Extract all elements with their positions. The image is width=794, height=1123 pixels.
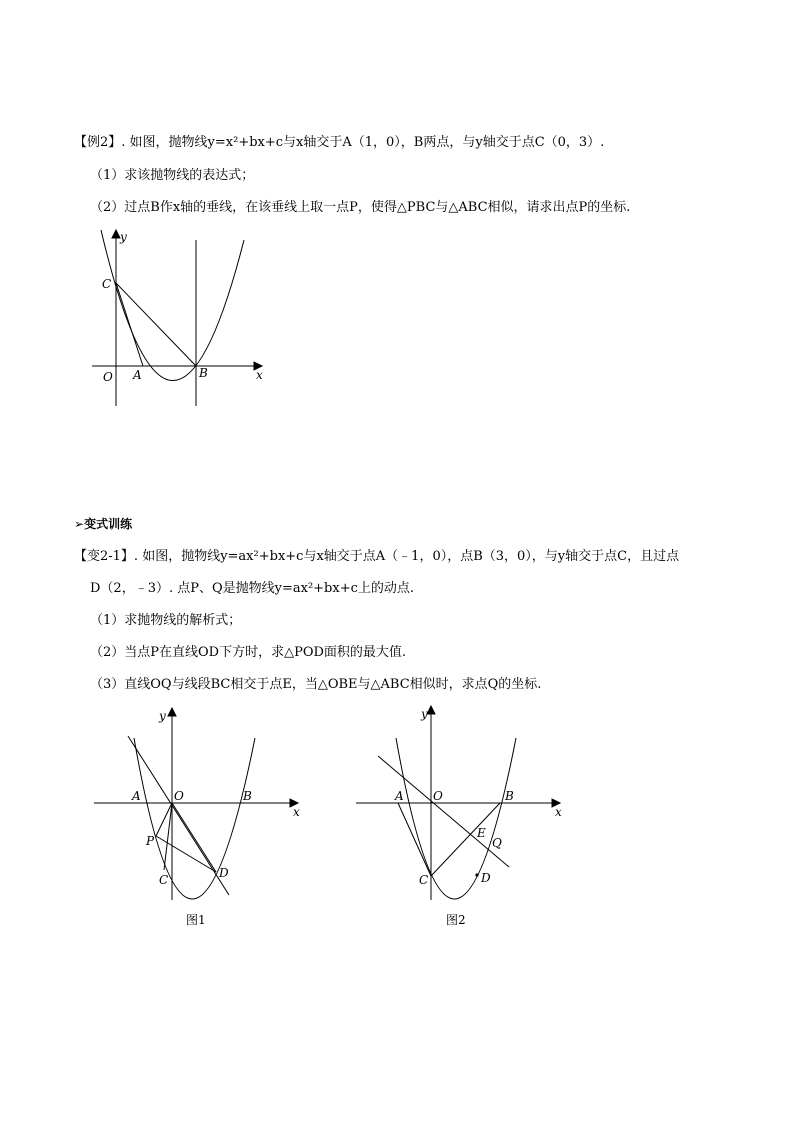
parabola [396, 738, 516, 899]
figure-1-caption: 图1 [186, 913, 206, 927]
segment-cb [431, 803, 500, 876]
label-p: P [146, 834, 155, 848]
label-b: B [505, 789, 514, 803]
label-y: y [120, 230, 127, 244]
label-a: A [395, 789, 404, 803]
variant-question-1: （1）求抛物线的解析式； [90, 613, 242, 628]
label-d: D [481, 871, 491, 885]
example2-title: 【例2】. 如图，抛物线y=x²+bx+c与x轴交于A（1，0），B两点，与y轴交于点C（0，3）. [74, 135, 605, 150]
label-o: O [103, 370, 113, 384]
label-o: O [174, 789, 184, 803]
example2-question-2: （2）过点B作x轴的垂线，在该垂线上取一点P，使得△PBC与△ABC相似，请求出点P的坐标. [90, 200, 631, 215]
variant-question-3: （3）直线OQ与线段BC相交于点E，当△OBE与△ABC相似时，求点Q的坐标. [90, 677, 542, 692]
figure-2-caption: 图2 [446, 913, 466, 927]
label-o: O [433, 789, 443, 803]
label-c: C [419, 873, 429, 887]
variant-title: 【变2-1】. 如图，抛物线y=ax²+bx+c与x轴交于点A（﹣1，0），点B（3，0），与y轴交于点C，且过点 [74, 549, 680, 564]
example2-question-1: （1）求该抛物线的表达式； [90, 168, 255, 183]
section-label: 变式训练 [84, 517, 133, 531]
label-y: y [159, 709, 166, 723]
label-x: x [555, 805, 562, 819]
label-e: E [477, 826, 486, 840]
label-a: A [132, 789, 141, 803]
label-c: C [102, 277, 112, 291]
y-axis-arrow [427, 706, 435, 714]
label-x: x [293, 805, 300, 819]
arrow-marker-icon: ➢ [74, 517, 85, 531]
label-d: D [219, 866, 229, 880]
label-y: y [421, 707, 428, 721]
label-q: Q [492, 836, 502, 850]
line-oq [378, 756, 509, 867]
variant-title-continued: D（2，﹣3）. 点P、Q是抛物线y=ax²+bx+c上的动点. [90, 581, 415, 596]
variant-question-2: （2）当点P在直线OD下方时，求△POD面积的最大值. [90, 645, 407, 660]
segment-ca [398, 803, 431, 876]
label-c: C [159, 873, 169, 887]
label-b: B [243, 789, 252, 803]
label-a: A [133, 368, 142, 382]
point-d [475, 873, 478, 876]
label-x: x [256, 368, 263, 382]
label-b: B [199, 366, 208, 380]
